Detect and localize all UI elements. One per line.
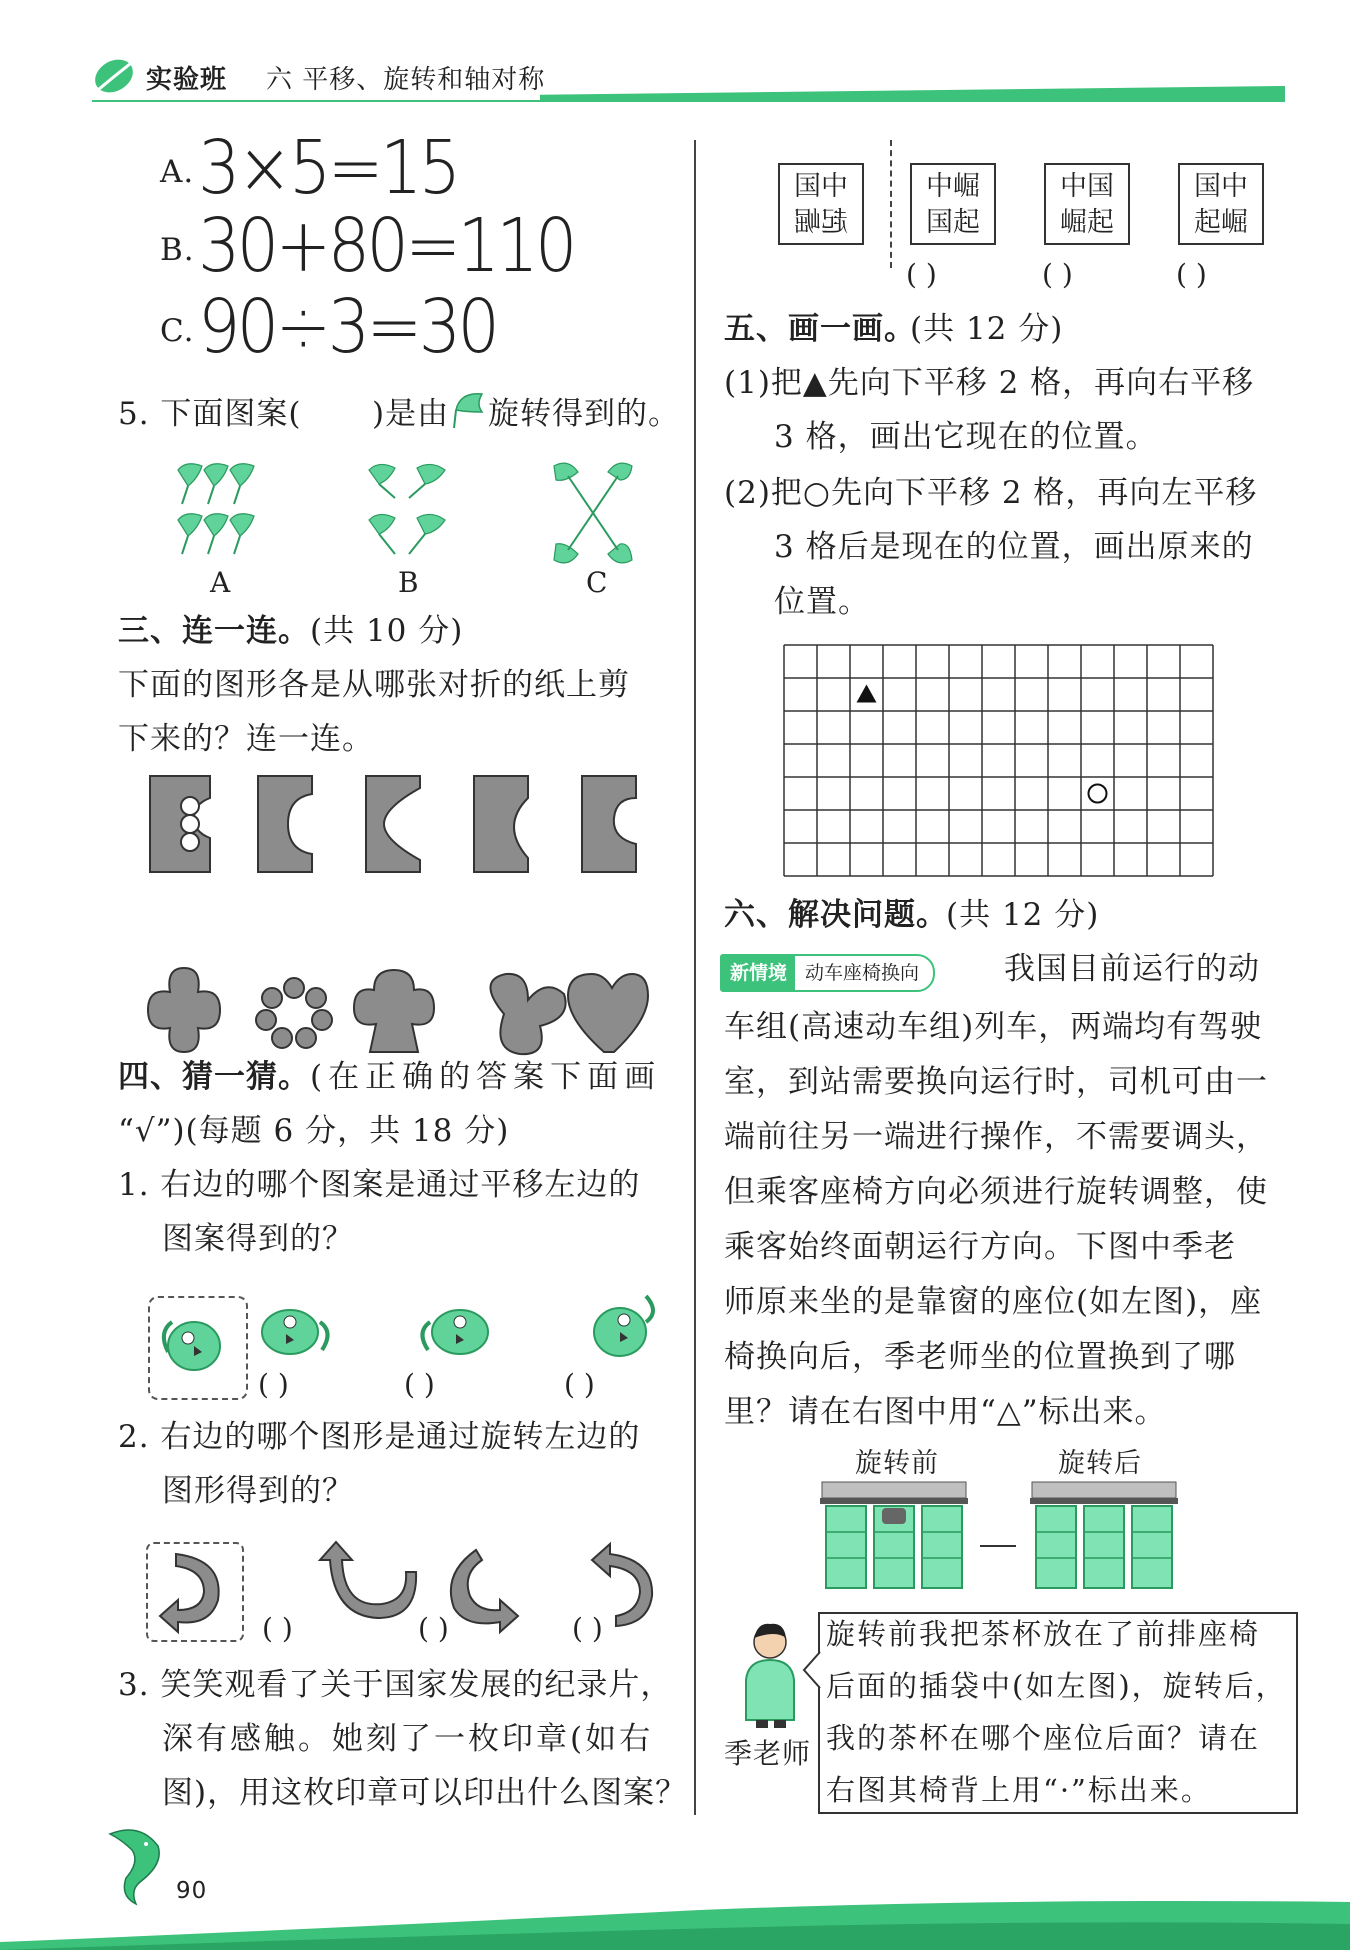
footer-wave (0, 1880, 1350, 1950)
seats-after-label: 旋转后 (1058, 1448, 1142, 1479)
q1-answer-blank-1[interactable]: ( ) (258, 1368, 289, 1401)
sec4-q1-line2: 图案得到的？ (162, 1221, 354, 1257)
sec4-score-line2: “√”)(每题 6 分，共 18 分) (118, 1113, 510, 1149)
seats-before (820, 1482, 968, 1588)
badge-new-label: 新情境 (722, 956, 795, 990)
stamp-option-3: 国中 起崛 (1178, 163, 1264, 245)
paper-shape-5 (582, 776, 636, 872)
sec3-line2: 下来的？连一连。 (118, 721, 374, 757)
stamp-option-2: 中国 崛起 (1044, 163, 1130, 245)
q2-answer-blank-2[interactable]: ( ) (418, 1612, 449, 1645)
stamp-option-1: 中崛 国起 (910, 163, 996, 245)
q3-answer-blank-3[interactable]: ( ) (1176, 258, 1207, 291)
sec4-score-line1: (在正确的答案下面画 (310, 1059, 662, 1095)
teacher-cup-icon (882, 1508, 906, 1524)
ginkgo-option-b-icon (365, 460, 455, 570)
sec6-line-0: 我国目前运行的动 (1004, 951, 1260, 987)
option-a-expr: 3×5=15 (198, 125, 458, 211)
header-underline (92, 100, 1285, 102)
arrow-reference-icon (160, 1554, 219, 1632)
sec6-line-7: 椅换向后，季老师坐的位置换到了哪 (724, 1339, 1236, 1375)
badge-topic-label: 动车座椅换向 (805, 962, 920, 984)
teacher-name: 季老师 (724, 1737, 812, 1770)
grid-circle-icon (1089, 785, 1107, 803)
q3-answer-blank-2[interactable]: ( ) (1042, 258, 1073, 291)
leaf-logo-icon (92, 56, 138, 96)
sec6-line-2: 室，到站需要换向运行时，司机可由一 (724, 1064, 1268, 1100)
arrow-option-1-icon (320, 1542, 416, 1618)
sec4-q3-line3: 图)，用这枚印章可以印出什么图案？ (162, 1775, 688, 1811)
sec6-score: (共 12 分) (946, 897, 1100, 933)
seats-before-label: 旋转前 (855, 1448, 939, 1479)
sec4-q3-line2: 深有感触。她刻了一枚印章(如右 (162, 1721, 654, 1757)
header-brand: 实验班 (146, 65, 228, 95)
q3-answer-blank-1[interactable]: ( ) (906, 258, 937, 291)
parrot-option-3-icon (594, 1296, 653, 1356)
sec5-score: (共 12 分) (910, 311, 1064, 347)
column-divider (694, 140, 696, 1815)
sec6-line-3: 端前往另一端进行操作，不需要调头， (724, 1119, 1268, 1155)
speech-line-3: 右图其椅背上用“·”标出来。 (826, 1773, 1212, 1807)
q5-text-end: 旋转得到的。 (488, 396, 680, 432)
q5-option-b: B (398, 566, 420, 599)
q1-answer-blank-2[interactable]: ( ) (404, 1368, 435, 1401)
sec6-line-8: 里？请在右图中用“△”标出来。 (724, 1394, 1167, 1430)
option-c-expr: 90÷3=30 (198, 284, 497, 370)
ginkgo-option-c-icon (548, 460, 638, 570)
trefoil-shape (490, 974, 565, 1054)
sec5-p2-line2: 3 格后是现在的位置，画出原来的 (774, 529, 1254, 565)
option-b-expr: 30+80=110 (198, 203, 574, 289)
teacher-figure-icon (736, 1620, 806, 1730)
sec6-title: 六、解决问题。 (724, 897, 948, 933)
parrot-option-2-icon (422, 1310, 488, 1354)
sec6-line-6: 师原来坐的是靠窗的座位(如左图)，座 (724, 1284, 1263, 1320)
q5-text-before: 5. 下面图案( (118, 396, 302, 432)
target-shapes (136, 960, 656, 1060)
sec5-title: 五、画一画。 (724, 311, 916, 347)
sec4-q1-line1: 1. 右边的哪个图案是通过平移左边的 (118, 1167, 641, 1203)
new-context-badge (720, 954, 935, 992)
sec3-line1: 下面的图形各是从哪张对折的纸上剪 (118, 667, 630, 703)
parrot-reference-icon (164, 1322, 220, 1370)
folded-paper-shapes (140, 768, 650, 878)
q5-option-a: A (210, 566, 232, 599)
ring-of-circles-shape (256, 978, 332, 1048)
sec6-line-4: 但乘客座椅方向必须进行旋转调整，使 (724, 1174, 1268, 1210)
sec5-p2-line3: 位置。 (774, 584, 870, 620)
option-a-label: A. (160, 154, 195, 190)
header (0, 0, 1350, 110)
sec6-line-5: 乘客始终面朝运行方向。下图中季老 (724, 1229, 1236, 1265)
q1-answer-blank-3[interactable]: ( ) (564, 1368, 595, 1401)
paper-shape-3 (366, 776, 420, 872)
ginkgo-option-a-icon (168, 460, 278, 570)
page-number: 90 (176, 1878, 208, 1904)
sec4-title: 四、猜一猜。 (118, 1059, 310, 1095)
q5-text-after: )是由 (372, 396, 450, 432)
arrow-option-2-icon (451, 1550, 518, 1632)
sec4-q3-line1: 3. 笑笑观看了关于国家发展的纪录片， (118, 1667, 673, 1703)
sec6-line-1: 车组(高速动车组)列车，两端均有驾驶 (724, 1009, 1263, 1045)
sec3-title: 三、连一连。 (118, 613, 310, 649)
speech-line-0: 旋转前我把茶杯放在了前排座椅 (826, 1617, 1261, 1651)
drawing-grid[interactable] (782, 643, 1216, 877)
stamp-reference: 国中 起崛 (778, 163, 864, 245)
header-chapter: 六 平移、旋转和轴对称 (266, 65, 546, 95)
sec3-score: (共 10 分) (310, 613, 464, 649)
speech-bubble-tail (802, 1650, 822, 1690)
sec5-p2-line1: (2)把○先向下平移 2 格，再向左平移 (724, 475, 1258, 511)
speech-line-2: 我的茶杯在哪个座位后面？请在 (826, 1721, 1261, 1755)
stamp-dashed-divider (890, 140, 892, 268)
heart-shape (568, 974, 648, 1052)
parrot-option-1-icon (262, 1310, 328, 1354)
sec4-q2-line1: 2. 右边的哪个图形是通过旋转左边的 (118, 1419, 641, 1455)
seats-diagram (820, 1480, 1180, 1592)
option-b-label: B. (160, 232, 195, 268)
q5-option-c: C (586, 566, 609, 599)
q2-answer-blank-1[interactable]: ( ) (262, 1612, 293, 1645)
option-c-label: C. (160, 313, 195, 349)
seats-after (1030, 1482, 1178, 1588)
ginkgo-leaf-icon (452, 390, 488, 430)
speech-line-1: 后面的插袋中(如左图)，旋转后， (826, 1669, 1287, 1703)
sec4-q2-line2: 图形得到的？ (162, 1473, 354, 1509)
q2-answer-blank-3[interactable]: ( ) (572, 1612, 603, 1645)
sec5-p1-line2: 3 格，画出它现在的位置。 (774, 419, 1158, 455)
sec5-p1-line1: (1)把▲先向下平移 2 格，再向右平移 (724, 365, 1255, 401)
club-shape (354, 970, 434, 1052)
paper-shape-4 (474, 776, 528, 872)
paper-shape-2 (258, 776, 312, 872)
grid-triangle-icon (857, 685, 877, 703)
cross-flower-shape (148, 968, 220, 1052)
